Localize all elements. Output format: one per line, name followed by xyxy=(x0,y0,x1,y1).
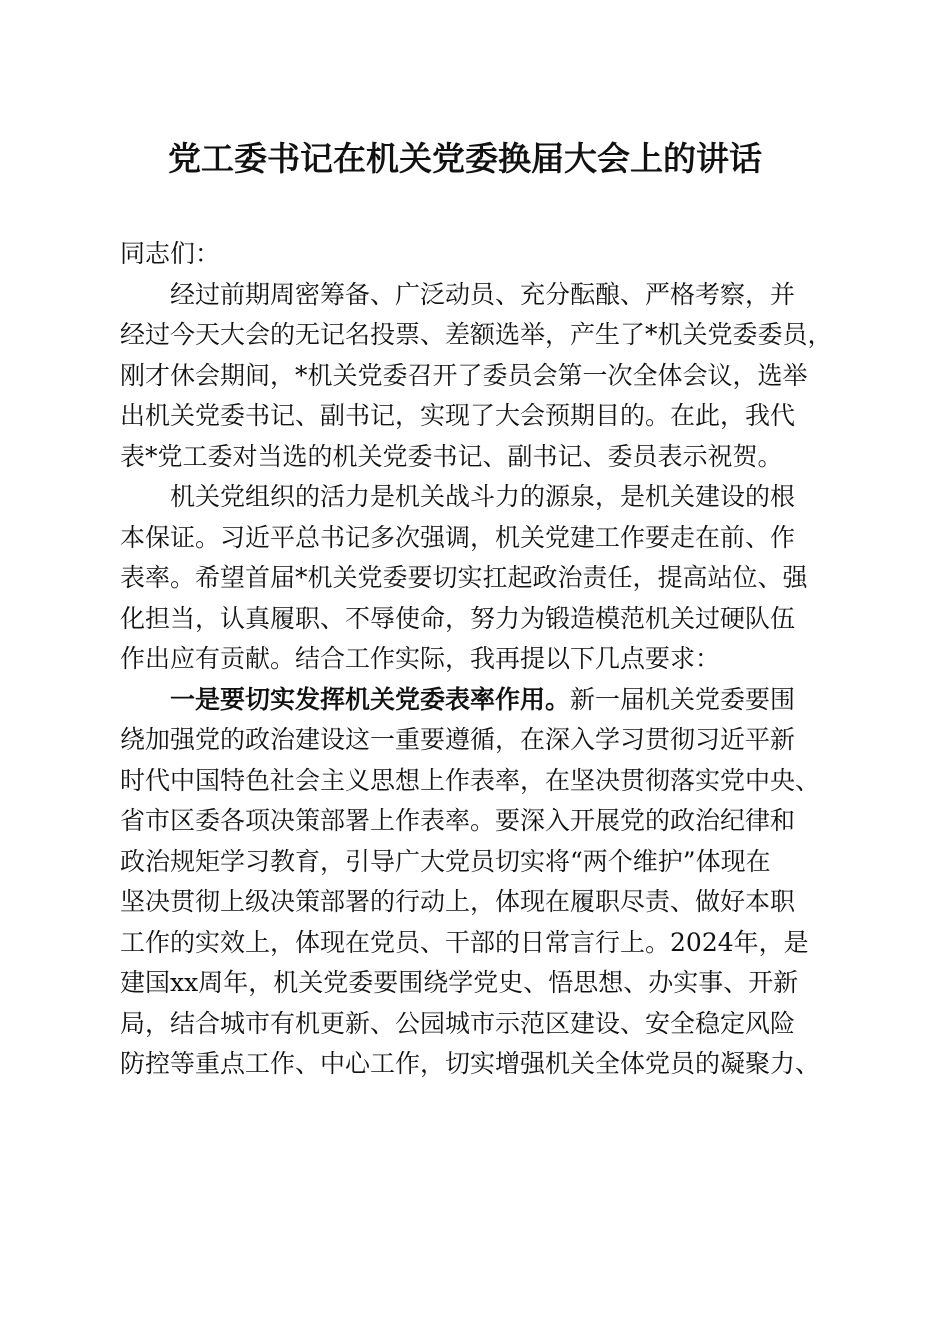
paragraph-3-line-1 xyxy=(120,680,832,721)
paragraph-2-line-3: 表率。希望首届*机关党委要切实扛起政治责任，提高站位、强 xyxy=(120,563,808,592)
paragraph-3-line-4: 省市区委各项决策部署上作表率。要深入开展党的政治纪律和 xyxy=(120,806,796,835)
paragraph-3-line-2: 绕加强党的政治建设这一重要遵循，在深入学习贯彻习近平新 xyxy=(120,725,796,754)
paragraph-3-line-9: 局，结合城市有机更新、公园城市示范区建设、安全稳定风险 xyxy=(120,1008,796,1038)
paragraph-2-line-4: 化担当，认真履职、不辱使命，努力为锻造模范机关过硬队伍 xyxy=(120,603,796,633)
paragraph-2-line-5: 作出应有贡献。结合工作实际，我再提以下几点要求： xyxy=(120,644,721,673)
document-body xyxy=(120,234,832,1085)
paragraph-3-first-rest: 新一届机关党委要围 xyxy=(570,684,796,714)
paragraph-1-line-5: 表*党工委对当选的机关党委书记、副书记、委员表示祝贺。 xyxy=(120,441,783,471)
paragraph-3-line-3: 时代中国特色社会主义思想上作表率，在坚决贯彻落实党中央、 xyxy=(120,765,821,795)
paragraph-3-line-10: 防控等重点工作、中心工作，切实增强机关全体党员的凝聚力、 xyxy=(120,1049,821,1078)
document-title: 党工委书记在机关党委换届大会上的讲话 xyxy=(168,139,762,178)
paragraph-1-line-4: 出机关党委书记、副书记，实现了大会预期目的。在此，我代 xyxy=(120,401,796,430)
paragraph-1-line-2: 经过今天大会的无记名投票、差额选举，产生了*机关党委委员， xyxy=(120,320,833,349)
paragraph-3-lead: 一是要切实发挥机关党委表率作用。 xyxy=(170,684,571,714)
salutation: 同志们： xyxy=(120,239,221,268)
paragraph-2-line-2: 本保证。习近平总书记多次强调，机关党建工作要走在前、作 xyxy=(120,522,796,552)
paragraph-3-line-5: 政治规矩学习教育，引导广大党员切实将“两个维护”体现在 xyxy=(120,846,771,876)
paragraph-3-line-6: 坚决贯彻上级决策部署的行动上，体现在履职尽责、做好本职 xyxy=(120,887,796,916)
paragraph-1-line-3: 刚才休会期间，*机关党委召开了委员会第一次全体会议，选举 xyxy=(120,360,808,390)
paragraph-3-line-8: 建国xx周年，机关党委要围绕学党史、悟思想、办实事、开新 xyxy=(120,968,799,997)
paragraph-2-line-1: 机关党组织的活力是机关战斗力的源泉，是机关建设的根 xyxy=(170,482,796,511)
paragraph-1-line-1: 经过前期周密筹备、广泛动员、充分酝酿、严格考察，并 xyxy=(170,279,796,309)
paragraph-3-line-7: 工作的实效上，体现在党员、干部的日常言行上。2024年，是 xyxy=(120,927,809,957)
